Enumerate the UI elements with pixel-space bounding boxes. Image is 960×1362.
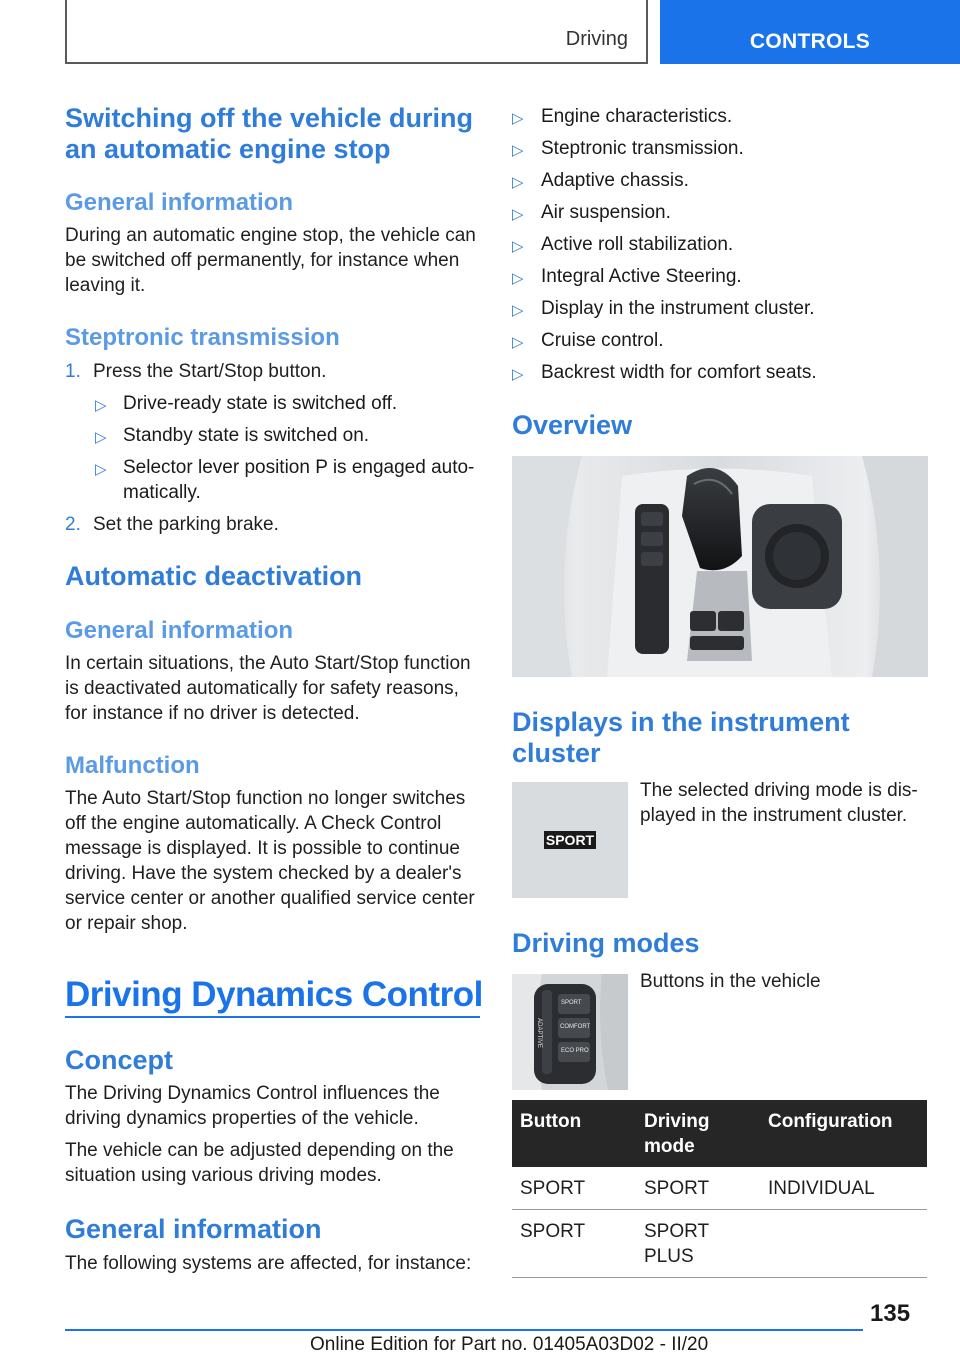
step-item-1: [65, 359, 480, 384]
column-header-driving-mode: Driving mode: [636, 1100, 760, 1167]
section-title-displays: Displays in the instrument cluster: [512, 707, 850, 768]
console-label-eco-pro: ECO PRO: [561, 1048, 589, 1054]
table-cell: SPORT: [512, 1210, 636, 1278]
triangle-right-icon: ▷: [95, 429, 107, 446]
table-cell: [760, 1210, 927, 1278]
paragraph-malfunction: The Auto Start/Stop function no longer switches off the engine automatically. A Check Control message is displayed. It is possible to continue driving. Have the system checked by a dealer's service center or another qualified service center or repair shop.: [65, 788, 475, 934]
sub-bullet-text: Drive-ready state is switched off.: [123, 393, 398, 414]
step-number: 1.: [65, 361, 81, 382]
column-header-configuration: Configuration: [760, 1100, 927, 1167]
list-item: [512, 200, 927, 232]
list-item-text: Adaptive chassis.: [541, 170, 689, 191]
instrument-cluster-sport-image: [512, 782, 628, 898]
center-console-photo: [512, 456, 928, 677]
list-item: [512, 168, 927, 200]
subsection-title-steptronic: Steptronic transmission: [65, 324, 340, 351]
paragraph-driving-modes: Buttons in the vehicle: [640, 971, 821, 992]
driving-modes-table: [512, 1100, 927, 1278]
section-title-automatic-deactivation: Automatic deactivation: [65, 561, 363, 591]
triangle-right-icon: ▷: [512, 302, 524, 319]
driving-mode-buttons-photo: [512, 974, 628, 1090]
triangle-right-icon: ▷: [512, 334, 524, 351]
paragraph-general-info-3: The following systems are affected, for instance:: [65, 1253, 472, 1274]
table-cell: SPORT: [512, 1167, 636, 1210]
table-cell: SPORT PLUS: [636, 1210, 760, 1278]
header-section: Driving: [565, 28, 628, 50]
paragraph-displays: The selected driving mode is dis-played in the instrument cluster.: [640, 780, 918, 826]
list-item: [512, 328, 927, 360]
table-row: [512, 1210, 927, 1278]
list-item-text: Steptronic transmission.: [541, 138, 744, 159]
triangle-right-icon: ▷: [512, 206, 524, 223]
console-label-adaptive: ADAPTIVE: [535, 1018, 542, 1048]
step-text: Press the Start/Stop button.: [93, 361, 327, 382]
triangle-right-icon: ▷: [95, 397, 107, 414]
footer-rule: [65, 1329, 863, 1331]
sub-bullet-text: Selector lever position P is engaged auto-matically.: [123, 457, 475, 503]
triangle-right-icon: ▷: [512, 366, 524, 383]
list-item-text: Integral Active Steering.: [541, 266, 742, 287]
section-title-switching-off: Switching off the vehicle during an automatic engine stop: [65, 103, 474, 164]
section-title-general-info-3: General information: [65, 1214, 322, 1244]
list-item: [512, 136, 927, 168]
triangle-right-icon: ▷: [512, 238, 524, 255]
triangle-right-icon: ▷: [512, 270, 524, 287]
list-item-text: Cruise control.: [541, 330, 664, 351]
subsection-title-general-info-1: General information: [65, 189, 294, 216]
systems-bullet-list: [512, 104, 927, 392]
header-chapter-tab: CONTROLS: [660, 0, 960, 64]
list-item: [512, 104, 927, 136]
console-label-comfort: COMFORT: [560, 1024, 591, 1030]
subsection-title-general-info-2: General information: [65, 617, 294, 644]
sub-bullet-item: [95, 455, 480, 505]
paragraph-concept-2: The vehicle can be adjusted depending on the situation using various driving modes.: [65, 1140, 454, 1186]
paragraph-general-info-1: During an automatic engine stop, the vehicle can be switched off permanently, for instance when leaving it.: [65, 225, 476, 296]
list-item: [512, 264, 927, 296]
section-title-overview: Overview: [512, 410, 633, 440]
chapter-rule: [65, 1016, 480, 1018]
column-header-button: Button: [512, 1100, 636, 1167]
console-label-sport: SPORT: [561, 1000, 582, 1006]
sub-bullet-item: [95, 391, 480, 416]
step-number: 2.: [65, 514, 81, 535]
section-title-concept: Concept: [65, 1045, 173, 1075]
paragraph-general-info-2: In certain situations, the Auto Start/Stop function is deactivated automatically for safety reasons, for instance if no driver is detected.: [65, 653, 471, 724]
sport-badge: SPORT: [545, 832, 595, 848]
chapter-title: Driving Dynamics Control: [65, 975, 483, 1014]
list-item: [512, 360, 927, 392]
list-item-text: Active roll stabilization.: [541, 234, 734, 255]
edition-note: Online Edition for Part no. 01405A03D02 - II/20: [310, 1334, 709, 1355]
paragraph-concept-1: The Driving Dynamics Control influences the driving dynamics properties of the vehicle.: [65, 1083, 440, 1129]
list-item-text: Display in the instrument cluster.: [541, 298, 815, 319]
header-frame: [65, 0, 648, 64]
triangle-right-icon: ▷: [512, 174, 524, 191]
sub-bullet-item: [95, 423, 480, 448]
sub-bullet-text: Standby state is switched on.: [123, 425, 370, 446]
step-item-2: [65, 512, 480, 537]
table-cell: SPORT: [636, 1167, 760, 1210]
list-item-text: Engine characteristics.: [541, 106, 733, 127]
triangle-right-icon: ▷: [95, 461, 107, 478]
subsection-title-malfunction: Malfunction: [65, 752, 200, 779]
table-row: [512, 1167, 927, 1210]
step-text: Set the parking brake.: [93, 514, 279, 535]
triangle-right-icon: ▷: [512, 142, 524, 159]
table-header-row: [512, 1100, 927, 1167]
list-item: [512, 232, 927, 264]
list-item-text: Air suspension.: [541, 202, 671, 223]
table-cell: INDIVIDUAL: [760, 1167, 927, 1210]
center-console-illustration: [512, 456, 928, 677]
driving-mode-buttons-illustration: [512, 974, 628, 1090]
section-title-driving-modes: Driving modes: [512, 928, 700, 958]
page-number: 135: [870, 1300, 911, 1327]
triangle-right-icon: ▷: [512, 110, 524, 127]
list-item-text: Backrest width for comfort seats.: [541, 362, 817, 383]
list-item: [512, 296, 927, 328]
